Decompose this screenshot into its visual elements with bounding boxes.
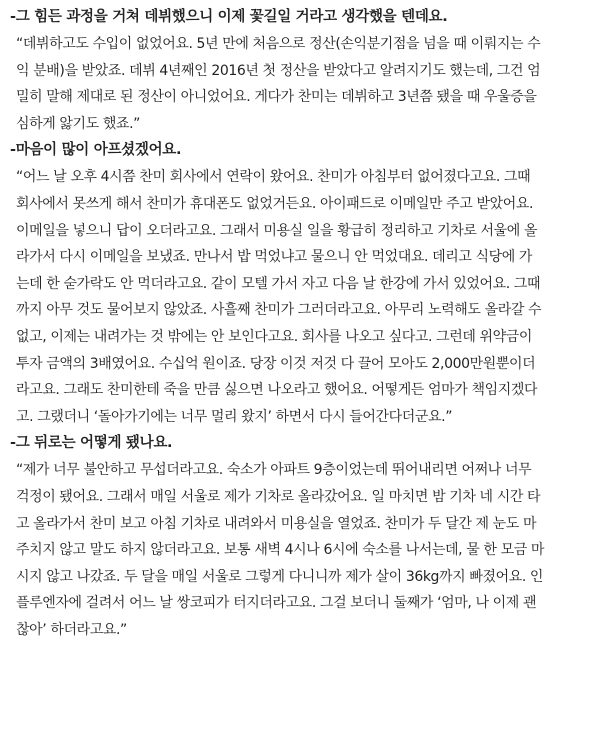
interview-question-2: -마음이 많이 아프셨겠어요. bbox=[10, 142, 182, 159]
answer-line: 찮아’ 하더라고요.” bbox=[16, 621, 127, 638]
interview-question-1: -그 힘든 과정을 거쳐 데뷔했으니 이제 꽃길일 거라고 생각했을 텐데요. bbox=[10, 9, 448, 25]
answer-line: 익 분배)을 받았죠. 데뷔 4년째인 2016년 첫 정산을 받았다고 알려지기도 했는데, 그건 엄 bbox=[16, 62, 541, 79]
interview-answer-3 bbox=[16, 457, 590, 643]
answer-line: 는데 한 숟가락도 안 먹더라고요. 같이 모텔 가서 자고 다음 날 한강에 가서 있었어요. 그때 bbox=[16, 275, 541, 292]
answer-line: 고 올라가서 찬미 보고 아침 기차로 내려와서 미용실을 열었죠. 찬미가 두 달간 제 눈도 마 bbox=[16, 515, 537, 532]
answer-line: 심하게 앓기도 했죠.” bbox=[16, 115, 140, 132]
answer-line: 고. 그랬더니 ‘돌아가기에는 너무 멀리 왔지’ 하면서 다시 들어간다더군요.” bbox=[16, 408, 453, 425]
answer-line: “어느 날 오후 4시쯤 찬미 회사에서 연락이 왔어요. 찬미가 아침부터 없어졌다고요. 그때 bbox=[16, 169, 531, 186]
interview-answer-1 bbox=[16, 31, 590, 137]
answer-line: 플루엔자에 걸려서 어느 날 쌍코피가 터지더라고요. 그걸 보더니 둘째가 ‘엄마, 나 이제 괜 bbox=[16, 595, 537, 612]
answer-line: “데뷔하고도 수입이 없었어요. 5년 만에 처음으로 정산(손익분기점을 넘을 때 이뤄지는 수 bbox=[16, 36, 541, 52]
answer-line: 이메일을 넣으니 답이 오더라고요. 그래서 미용실 일을 황급히 정리하고 기차로 서울에 올 bbox=[16, 222, 538, 239]
answer-line: 라고요. 그래도 찬미한테 죽을 만큼 싫으면 나오라고 했어요. 어떻게든 엄마가 책임지겠다 bbox=[16, 382, 538, 399]
answer-line: 라가서 다시 이메일을 보냈죠. 만나서 밥 먹었냐고 물으니 안 먹었대요. 데리고 식당에 가 bbox=[16, 249, 533, 266]
answer-line: “제가 너무 불안하고 무섭더라고요. 숙소가 아파트 9층이었는데 뛰어내리면 어쩌나 너무 bbox=[16, 462, 532, 479]
interview-answer-2 bbox=[16, 164, 590, 430]
answer-line: 투자 금액의 3배였어요. 수십억 원이죠. 당장 이것 저것 다 끌어 모아도 2,000만원뿐이더 bbox=[16, 355, 536, 372]
answer-line: 주치지 않고 말도 하지 않더라고요. 보통 새벽 4시나 6시에 숙소를 나서는데, 물 한 모금 마 bbox=[16, 542, 545, 559]
answer-line: 없고, 이제는 내려가는 것 밖에는 안 보인다고요. 회사를 나오고 싶다고. 그런데 위약금이 bbox=[16, 328, 533, 345]
answer-line: 걱정이 됐어요. 그래서 매일 서울로 제가 기차로 올라갔어요. 일 마치면 밤 기차 네 시간 타 bbox=[16, 488, 541, 505]
answer-line: 시지 않고 나갔죠. 두 달을 매일 서울로 그렇게 다니니까 제가 살이 36kg까지 빠졌어요. 인 bbox=[16, 568, 544, 585]
answer-line: 회사에서 못쓰게 해서 찬미가 휴대폰도 없었거든요. 아이패드로 이메일만 주고 받았어요. bbox=[16, 195, 534, 212]
answer-line: 밀히 말해 제대로 된 정산이 아니었어요. 게다가 찬미는 데뷔하고 3년쯤 됐을 때 우울증을 bbox=[16, 89, 537, 106]
interview-question-3: -그 뒤로는 어떻게 됐나요. bbox=[10, 435, 173, 452]
answer-line: 까지 아무 것도 물어보지 않았죠. 사흘째 찬미가 그러더라고요. 아무리 노력해도 올라갈 수 bbox=[16, 302, 542, 319]
